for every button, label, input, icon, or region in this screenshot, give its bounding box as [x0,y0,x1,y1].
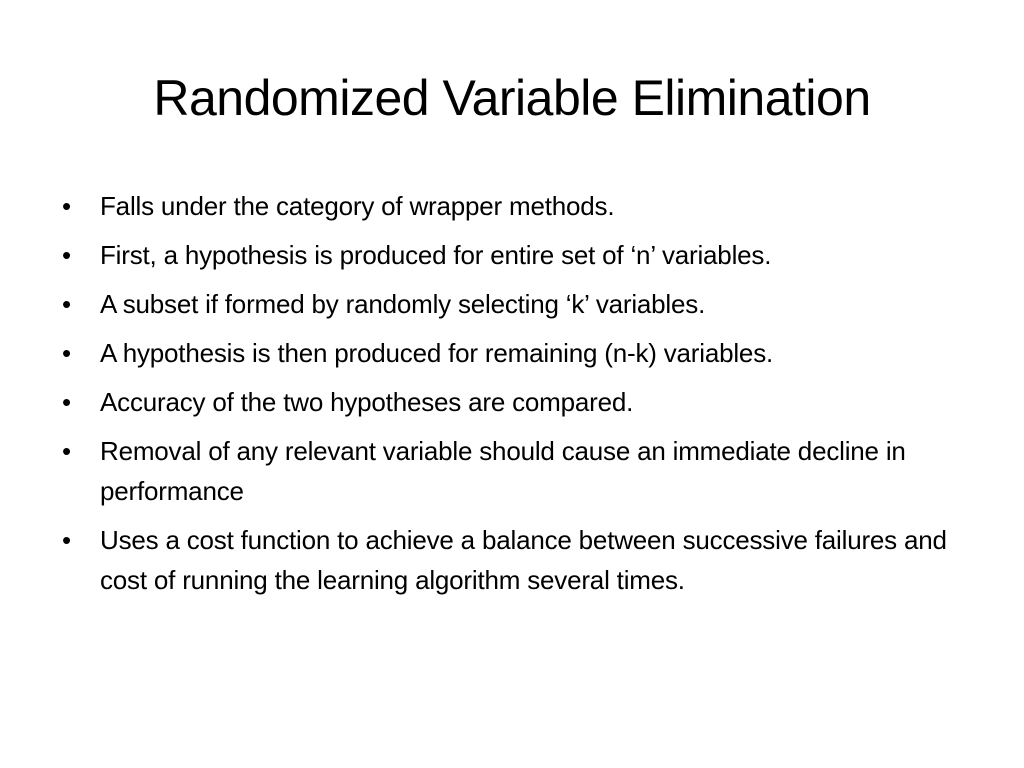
bullet-icon: • [62,338,71,368]
bullet-icon: • [62,191,71,221]
bullet-icon: • [62,436,71,466]
bullet-text: Accuracy of the two hypotheses are compared. [100,387,634,417]
bullet-icon: • [62,289,71,319]
bullet-text: First, a hypothesis is produced for entire set of ‘n’ variables. [100,240,772,270]
bullet-item [62,520,962,600]
bullet-item [62,382,962,422]
bullet-icon: • [62,525,71,555]
bullet-icon: • [62,387,71,417]
bullet-text: Falls under the category of wrapper methods. [100,191,615,221]
bullet-list [62,186,962,609]
bullet-item [62,431,962,511]
bullet-text: A subset if formed by randomly selecting ‘k’ variables. [100,289,706,319]
bullet-item [62,284,962,324]
bullet-text: Uses a cost function to achieve a balance between successive failures and cost of running the learning algorithm several times. [100,525,947,595]
bullet-item [62,186,962,226]
bullet-text: Removal of any relevant variable should cause an immediate decline in performance [100,436,906,506]
bullet-text: A hypothesis is then produced for remaining (n-k) variables. [100,338,774,368]
bullet-icon: • [62,240,71,270]
slide-title: Randomized Variable Elimination [153,70,871,126]
bullet-item [62,333,962,373]
bullet-item [62,235,962,275]
